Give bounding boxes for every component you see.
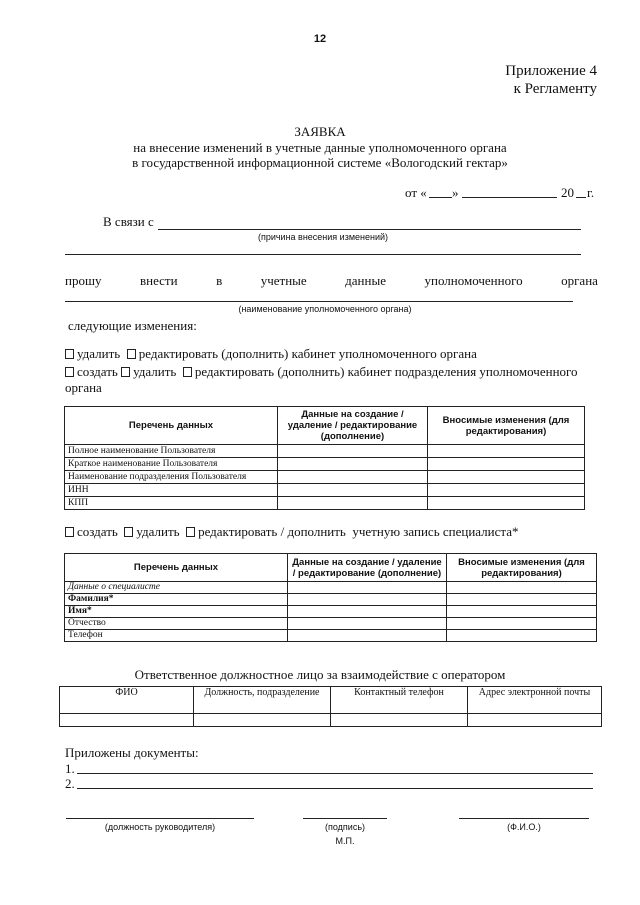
table-row: [65, 497, 585, 510]
signature-field[interactable]: [303, 818, 387, 819]
row-label: КПП: [65, 497, 278, 510]
responsible-title: Ответственное должностное лицо за взаимодействие с оператором: [134, 667, 506, 682]
cell-input[interactable]: [288, 582, 447, 594]
page-number: 12: [313, 33, 327, 45]
cell-input[interactable]: [278, 497, 428, 510]
option-label: создать: [77, 524, 118, 539]
option-label: создать: [77, 364, 118, 379]
table-header: Контактный телефон: [331, 687, 468, 714]
row-label: ИНН: [65, 484, 278, 497]
attachment-number: 2.: [65, 776, 75, 791]
date-month-field[interactable]: [462, 197, 557, 198]
reason-label: В связи с: [103, 214, 154, 229]
checkbox-edit-specialist[interactable]: [186, 527, 195, 537]
table-header: Вносимые изменения (для редактирования): [447, 554, 597, 582]
cell-input[interactable]: [447, 594, 597, 606]
date-day-field[interactable]: [429, 197, 452, 198]
cell-input[interactable]: [447, 582, 597, 594]
cell-input[interactable]: [278, 471, 428, 484]
table-header: Адрес электронной почты: [468, 687, 602, 714]
request-line: [65, 273, 598, 289]
option-group-1: [65, 346, 477, 362]
cell-input[interactable]: [447, 606, 597, 618]
row-label: Телефон: [65, 630, 288, 642]
table-row: [65, 630, 597, 642]
table-row: [65, 606, 597, 618]
checkbox-delete-organ[interactable]: [65, 349, 74, 359]
attachments-label: Приложены документы:: [65, 745, 199, 760]
signature-caption: (подпись): [324, 822, 366, 832]
following-label: следующие изменения:: [68, 318, 197, 333]
date-prefix: от «: [405, 185, 427, 200]
cell-input[interactable]: [331, 714, 468, 727]
option-group-2: [65, 364, 578, 380]
reason-field[interactable]: [158, 229, 581, 230]
option-label: удалить: [133, 364, 177, 379]
fio-caption: (Ф.И.О.): [507, 822, 541, 832]
doc-subtitle-2: в государственной информационной системе «Вологодский гектар»: [132, 155, 508, 170]
checkbox-delete-specialist[interactable]: [124, 527, 133, 537]
cell-input[interactable]: [428, 484, 585, 497]
table-header: ФИО: [60, 687, 194, 714]
option-label: редактировать (дополнить) кабинет уполномоченного органа: [138, 346, 477, 361]
row-label: Фамилия*: [65, 594, 288, 606]
cell-input[interactable]: [447, 630, 597, 642]
date-suffix: г.: [587, 185, 595, 200]
cell-input[interactable]: [278, 484, 428, 497]
cell-input[interactable]: [428, 497, 585, 510]
cell-input[interactable]: [468, 714, 602, 727]
option-label: учетную запись специалиста*: [352, 524, 519, 539]
specialist-data-table: [64, 553, 597, 642]
table-header: Вносимые изменения (для редактирования): [428, 407, 585, 445]
cell-input[interactable]: [278, 445, 428, 458]
table-header: Данные на создание / удаление / редактирование (дополнение): [288, 554, 447, 582]
attachment-field[interactable]: [77, 788, 593, 789]
checkbox-edit-subdivision[interactable]: [183, 367, 192, 377]
cell-input[interactable]: [288, 594, 447, 606]
reason-caption: (причина внесения изменений): [257, 232, 389, 242]
fio-field[interactable]: [459, 818, 589, 819]
request-word: уполномоченного: [424, 273, 523, 288]
cell-input[interactable]: [194, 714, 331, 727]
cell-input[interactable]: [278, 458, 428, 471]
cell-input[interactable]: [428, 458, 585, 471]
option-label: редактировать / дополнить: [198, 524, 346, 539]
position-field[interactable]: [66, 818, 254, 819]
request-word: в: [216, 273, 223, 288]
appendix-line1: Приложение 4: [505, 63, 597, 79]
table-header: Должность, подразделение: [194, 687, 331, 714]
cell-input[interactable]: [447, 618, 597, 630]
request-word: данные: [345, 273, 386, 288]
cell-input[interactable]: [288, 618, 447, 630]
row-label: Имя*: [65, 606, 288, 618]
option-label: удалить: [77, 346, 121, 361]
appendix-line2: к Регламенту: [513, 81, 597, 97]
checkbox-delete-subdivision[interactable]: [121, 367, 130, 377]
attachment-field[interactable]: [77, 773, 593, 774]
checkbox-create-subdivision[interactable]: [65, 367, 74, 377]
table-row: [65, 582, 597, 594]
table-header: Перечень данных: [65, 407, 278, 445]
cell-input[interactable]: [288, 606, 447, 618]
row-label: Данные о специалисте: [65, 582, 288, 594]
table-row: [65, 594, 597, 606]
date-year: 20: [561, 185, 574, 200]
row-label: Отчество: [65, 618, 288, 630]
position-caption: (должность руководителя): [104, 822, 216, 832]
date-line: [405, 185, 597, 201]
organ-data-table: [64, 406, 585, 510]
table-header: Данные на создание / удаление / редактирование (дополнение): [278, 407, 428, 445]
cell-input[interactable]: [428, 445, 585, 458]
option-label-cont: органа: [65, 380, 102, 395]
row-label: Краткое наименование Пользователя: [65, 458, 278, 471]
organ-caption: (наименование уполномоченного органа): [238, 304, 412, 314]
checkbox-create-specialist[interactable]: [65, 527, 74, 537]
responsible-table: [59, 686, 602, 727]
table-row: [65, 618, 597, 630]
reason-field-line2[interactable]: [65, 254, 581, 255]
table-row: [65, 445, 585, 458]
doc-title: ЗАЯВКА: [294, 124, 346, 139]
cell-input[interactable]: [60, 714, 194, 727]
cell-input[interactable]: [428, 471, 585, 484]
request-word: учетные: [260, 273, 307, 288]
request-word: внести: [139, 273, 178, 288]
doc-subtitle-1: на внесение изменений в учетные данные уполномоченного органа: [133, 140, 507, 155]
row-label: Наименование подразделения Пользователя: [65, 471, 278, 484]
cell-input[interactable]: [288, 630, 447, 642]
option-group-3: [65, 524, 519, 540]
table-header: Перечень данных: [65, 554, 288, 582]
organ-field[interactable]: [65, 301, 573, 302]
table-row: [65, 471, 585, 484]
row-label: Полное наименование Пользователя: [65, 445, 278, 458]
checkbox-edit-organ[interactable]: [127, 349, 136, 359]
attachment-number: 1.: [65, 761, 75, 776]
date-year-field[interactable]: [576, 197, 586, 198]
request-word: органа: [561, 273, 598, 288]
request-word: прошу: [65, 273, 102, 288]
stamp-label: М.П.: [335, 836, 355, 846]
option-label: удалить: [136, 524, 180, 539]
table-row: [65, 458, 585, 471]
option-label: редактировать (дополнить) кабинет подразделения уполномоченного: [194, 364, 578, 379]
table-row: [65, 484, 585, 497]
date-mid: »: [452, 185, 459, 200]
table-row: [60, 714, 602, 727]
